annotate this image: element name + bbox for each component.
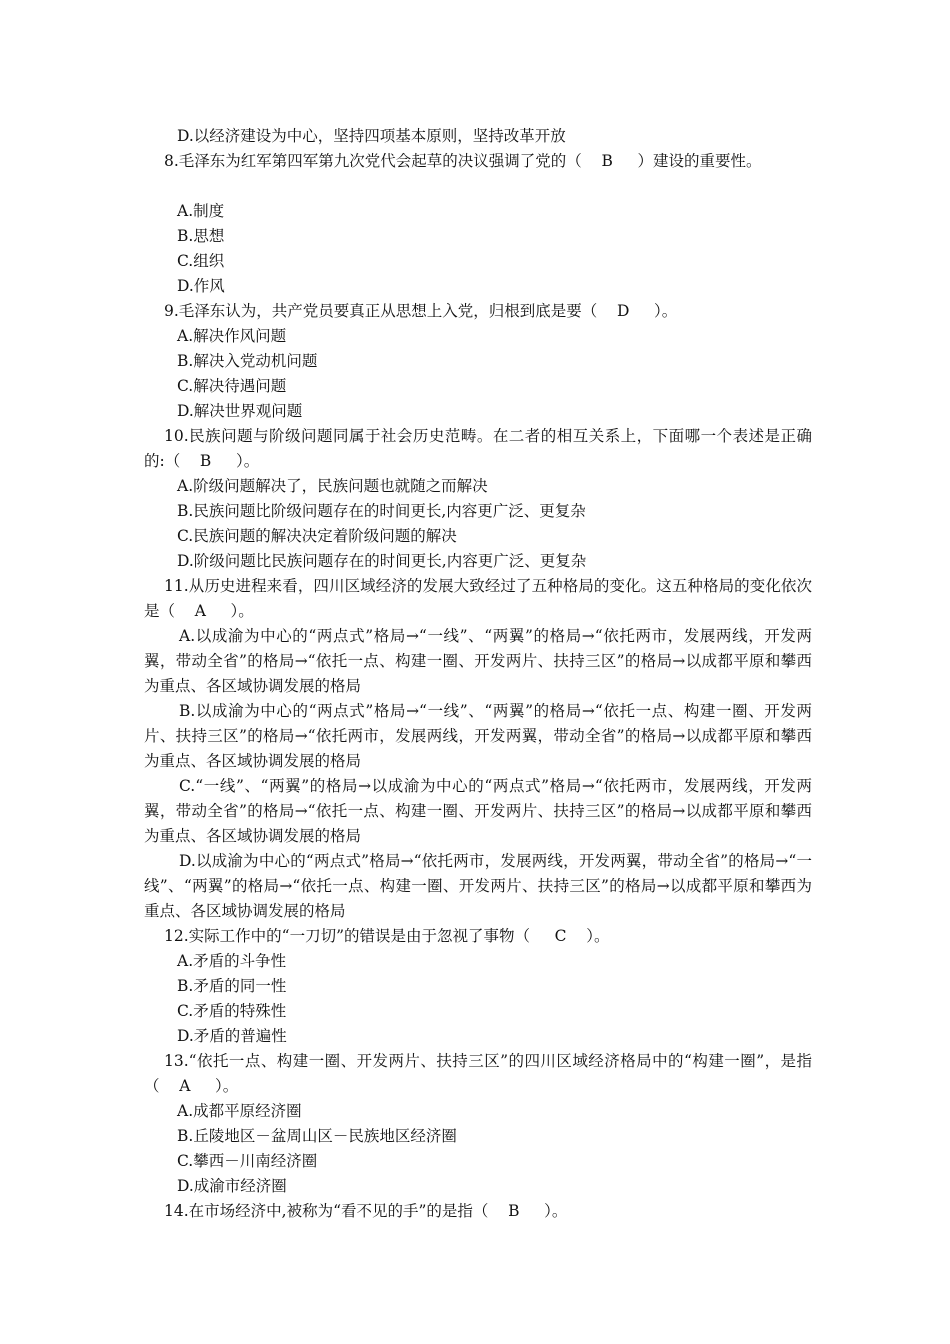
q11-option-a: A.以成渝为中心的“两点式”格局→“一线”、“两翼”的格局→“依托两市，发展两线，开发两翼，带动全省”的格局→“依托一点、构建一圈、开发两片、扶持三区”的格局→以成都平原和攀西为重点、各区域协调发展的格局 [144,627,812,695]
q11-option-c: C.“一线”、“两翼”的格局→以成渝为中心的“两点式”格局→“依托两市，发展两线，开发两翼，带动全省”的格局→“依托一点、构建一圈、开发两片、扶持三区”的格局→以成都平原和攀西为重点、各区域协调发展的格局 [144,777,812,845]
q8-option-d: D.作风 [177,277,225,295]
q13-option-b: B.丘陵地区－盆周山区－民族地区经济圈 [177,1127,457,1145]
question-list [144,124,812,1224]
q12-option-a: A.矛盾的斗争性 [177,952,287,970]
question-10: 10.民族问题与阶级问题同属于社会历史范畴。在二者的相互关系上，下面哪一个表述是正确的:（ B ）。 [144,427,812,470]
q10-option-a: A.阶级问题解决了，民族问题也就随之而解决 [177,477,488,495]
question-12: 12.实际工作中的“一刀切”的错误是由于忽视了事物（ C ）。 [164,927,610,945]
q12-option-b: B.矛盾的同一性 [177,977,287,995]
q11-option-b: B.以成渝为中心的“两点式”格局→“一线”、“两翼”的格局→“依托一点、构建一圈、开发两片、扶持三区”的格局→“依托两市，发展两线，开发两翼，带动全省”的格局→以成都平原和攀西为重点、各区域协调发展的格局 [144,702,812,770]
question-14: 14.在市场经济中,被称为“看不见的手”的是指（ B ）。 [164,1202,568,1220]
q7-option-d: D.以经济建设为中心，坚持四项基本原则，坚持改革开放 [177,127,566,145]
q10-option-d: D.阶级问题比民族问题存在的时间更长,内容更广泛、更复杂 [177,552,587,570]
q8-option-a: A.制度 [177,202,225,220]
q8-option-b: B.思想 [177,227,225,245]
q8-option-c: C.组织 [177,252,225,270]
question-8: 8.毛泽东为红军第四军第九次党代会起草的决议强调了党的（ B ）建设的重要性。 [164,152,762,170]
q13-option-d: D.成渝市经济圈 [177,1177,287,1195]
q12-option-c: C.矛盾的特殊性 [177,1002,287,1020]
q9-option-a: A.解决作风问题 [177,327,287,345]
question-9: 9.毛泽东认为，共产党员要真正从思想上入党，归根到底是要（ D ）。 [164,302,678,320]
q9-option-b: B.解决入党动机问题 [177,352,318,370]
q10-option-c: C.民族问题的解决决定着阶级问题的解决 [177,527,457,545]
question-13: 13.“依托一点、构建一圈、开发两片、扶持三区”的四川区域经济格局中的“构建一圈”，是指（ A ）。 [144,1052,812,1095]
q13-option-a: A.成都平原经济圈 [177,1102,302,1120]
q12-option-d: D.矛盾的普遍性 [177,1027,287,1045]
question-11: 11.从历史进程来看，四川区域经济的发展大致经过了五种格局的变化。这五种格局的变化依次是（ A ）。 [144,577,812,620]
q9-option-c: C.解决待遇问题 [177,377,287,395]
q13-option-c: C.攀西－川南经济圈 [177,1152,318,1170]
q11-option-d: D.以成渝为中心的“两点式”格局→“依托两市，发展两线，开发两翼，带动全省”的格局→“一线”、“两翼”的格局→“依托一点、构建一圈、开发两片、扶持三区”的格局→以成都平原和攀西为重点、各区域协调发展的格局 [144,852,812,920]
q9-option-d: D.解决世界观问题 [177,402,303,420]
q10-option-b: B.民族问题比阶级问题存在的时间更长,内容更广泛、更复杂 [177,502,586,520]
blank-gap [144,174,812,199]
